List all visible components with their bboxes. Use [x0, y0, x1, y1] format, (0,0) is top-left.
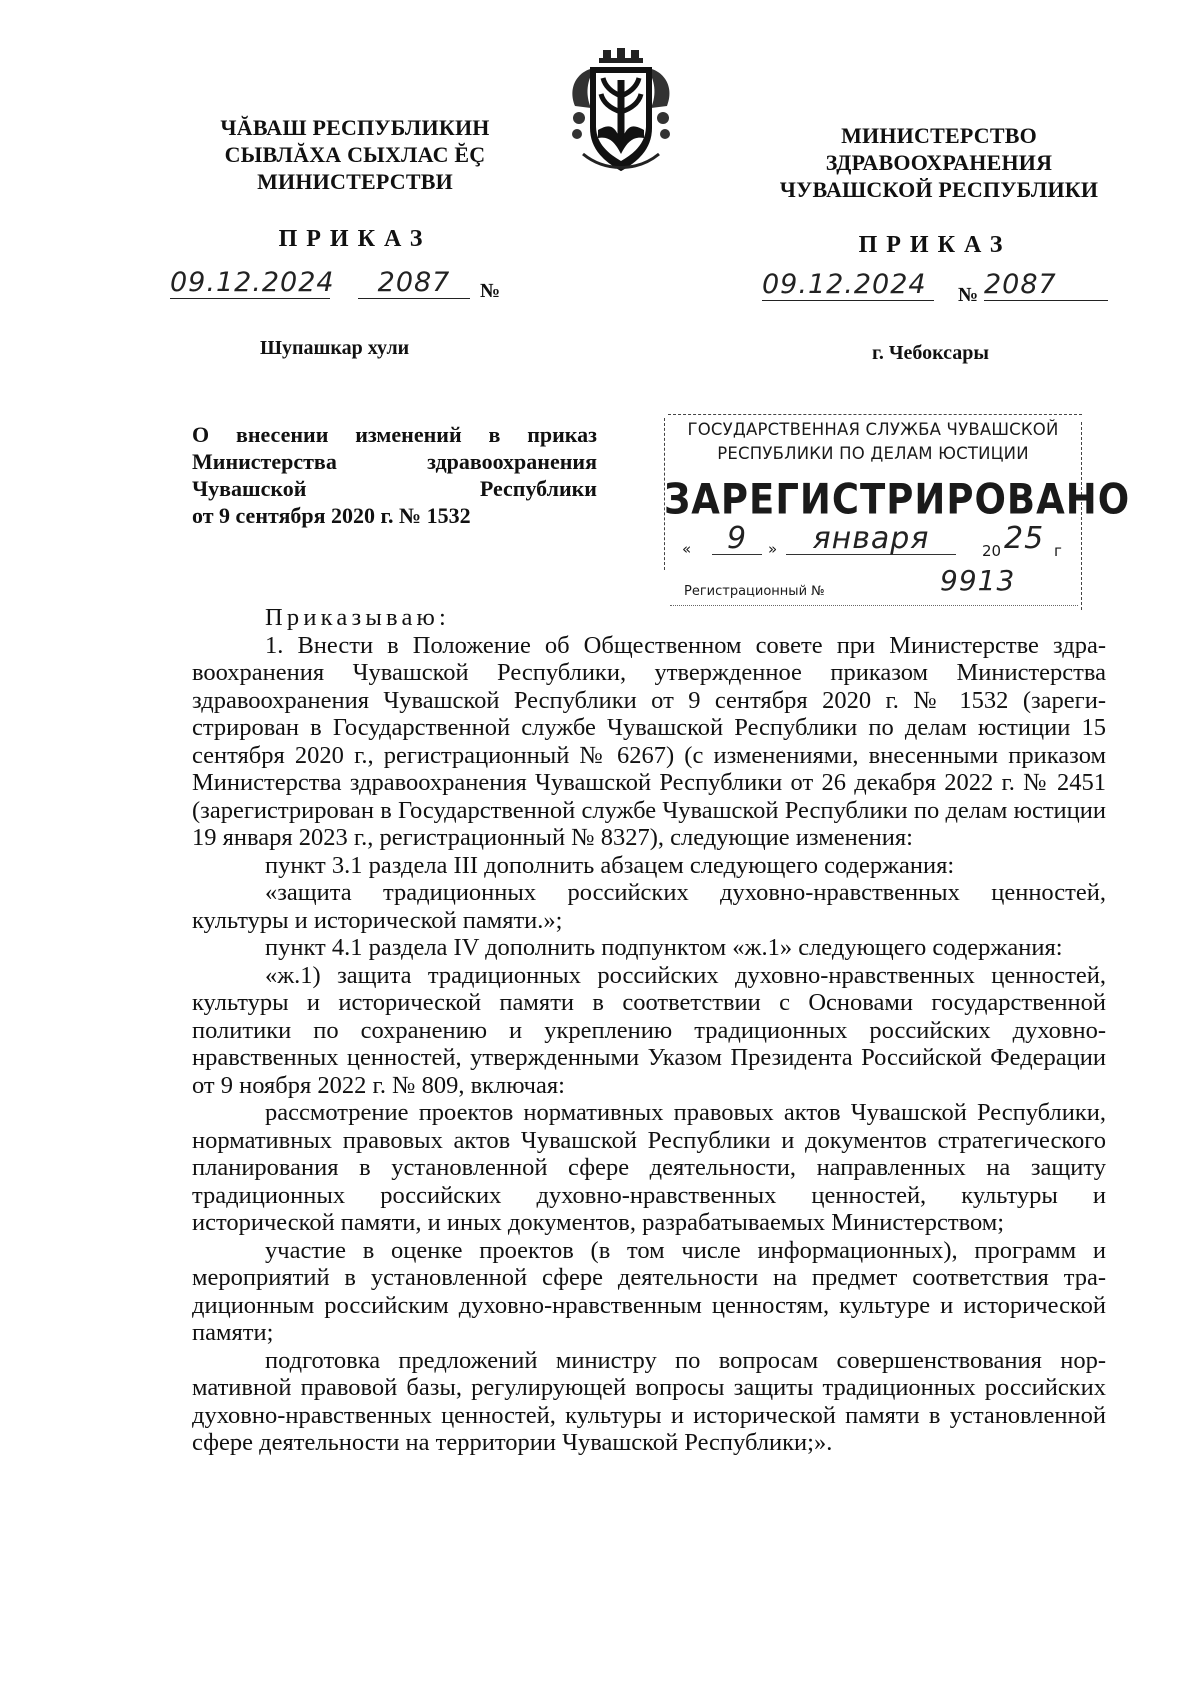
stamp-month: января [786, 524, 956, 555]
stamp-year-prefix: 20 [982, 542, 1002, 560]
prikazyvayu: Приказываю: [265, 604, 451, 631]
header-left-line: ЧĂВАШ РЕСПУБЛИКИН [220, 115, 490, 140]
stamp-year-suffix: 25 [1004, 521, 1045, 556]
subject-line: Министерства здравоохранения [192, 449, 597, 474]
body-paragraph: «ж.1) защита традиционных российских духовно-нравственных ценностей, культуры и исторической памяти в соответствии с Основами государственной политики по сохранению и укреплению традиционных российских духовно-нравственных ценностей, утвержденными Указом Президента Российской Федерации от 9 ноября 2022 г. № 809, включая: [192, 961, 1106, 1099]
city-right: г. Чебоксары [872, 342, 990, 364]
order-title-right: ПРИКАЗ [858, 232, 1012, 258]
stamp-reg-label: Регистрационный № [684, 584, 825, 599]
stamp-day: 9 [712, 524, 762, 555]
body-paragraph: участие в оценке проектов (в том числе информационных), программ и мероприятий в установленной сфере деятельности на предмет соответствия традиционным российским духовно-нравственным ценностям, культуре и исторической памяти; [192, 1236, 1106, 1346]
subject-line: О внесении изменений в приказ [192, 422, 597, 447]
handwritten-date-right: 09.12.2024 [762, 270, 934, 301]
registration-stamp [664, 414, 1131, 610]
handwritten-number-right: 2087 [984, 270, 1108, 301]
stamp-year-mark: г [1054, 542, 1062, 560]
stamp-title: ЗАРЕГИСТРИРОВАНО [664, 475, 1131, 524]
subject-line: от 9 сентября 2020 г. № 1532 [192, 503, 471, 528]
body-paragraph: рассмотрение проектов нормативных правовых актов Чувашской Республики, нормативных правовых актов Чувашской Республики и документов стратегического планирования в установленной сфере деятельности, направленных на защиту традиционных российских духовно-нравственных ценностей, культуры и исторической памяти, и иных документов, разрабатываемых Министерством; [192, 1099, 1106, 1236]
header-left-line: МИНИСТЕРСТВИ [257, 169, 453, 194]
header-left [200, 114, 510, 195]
number-sign-left: № [480, 280, 501, 302]
header-right-line: МИНИСТЕРСТВО [841, 123, 1037, 148]
date-number-left [170, 268, 530, 308]
document-body [192, 604, 1106, 1457]
body-paragraph: 1. Внести в Положение об Общественном совете при Министерстве здравоохранения Чувашской Республики, утвержденное приказом Министерства здравоохранения Чувашской Республики от 9 сентября 2020 г. № 1532 (зарегистрирован в Государственной службе Чувашской Республики по делам юстиции 15 сентября 2020 г., регистрационный № 6267) (с изменениями, внесенными приказом Министерства здравоохранения Чувашской Республики от 26 декабря 2022 г. № 2451 (зарегистрирован в Государственной службе Чувашской Республики по делам юстиции 19 января 2023 г., регистрационный № 8327), следующие изменения: [192, 631, 1106, 851]
city-left: Шупашкар хули [260, 337, 410, 359]
body-paragraph: пункт 4.1 раздела IV дополнить подпунктом «ж.1» следующего содержания: [265, 934, 1063, 961]
stamp-agency-line: ГОСУДАРСТВЕННАЯ СЛУЖБА ЧУВАШСКОЙ [687, 420, 1059, 439]
number-sign-right: № [958, 284, 979, 306]
header-right-line: ЧУВАШСКОЙ РЕСПУБЛИКИ [779, 177, 1099, 202]
stamp-quote-close: » [768, 540, 778, 558]
stamp-reg-number: 9913 [940, 564, 1016, 597]
chuvash-coat-of-arms-icon [565, 46, 677, 176]
body-paragraph: подготовка предложений министру по вопросам совершенствования нормативной правовой базы, регулирующей вопросы защиты традиционных российских духовно-нравственных ценностей, культуры и исторической памяти в установленной сфере деятельности на территории Чувашской Республики;». [192, 1346, 1106, 1456]
stamp-agency-line: РЕСПУБЛИКИ ПО ДЕЛАМ ЮСТИЦИИ [717, 444, 1029, 463]
stamp-quote-open: « [682, 540, 692, 558]
handwritten-date-left: 09.12.2024 [170, 267, 335, 298]
handwritten-number-left: 2087 [358, 268, 470, 299]
header-left-line: СЫВЛĂХА СЫХЛАС ĔÇ [224, 142, 486, 167]
subject-line: Чувашской Республики [192, 476, 597, 501]
date-number-right [762, 270, 1122, 312]
body-paragraph: «защита традиционных российских духовно-нравственных ценностей, культуры и исторической памяти.»; [192, 879, 1106, 934]
header-right [766, 122, 1112, 203]
order-title-left: ПРИКАЗ [278, 226, 432, 252]
stamp-registration [684, 564, 1016, 599]
body-paragraph: пункт 3.1 раздела III дополнить абзацем следующего содержания: [265, 851, 955, 879]
document-subject [192, 421, 597, 529]
header-right-line: ЗДРАВООХРАНЕНИЯ [825, 150, 1053, 175]
